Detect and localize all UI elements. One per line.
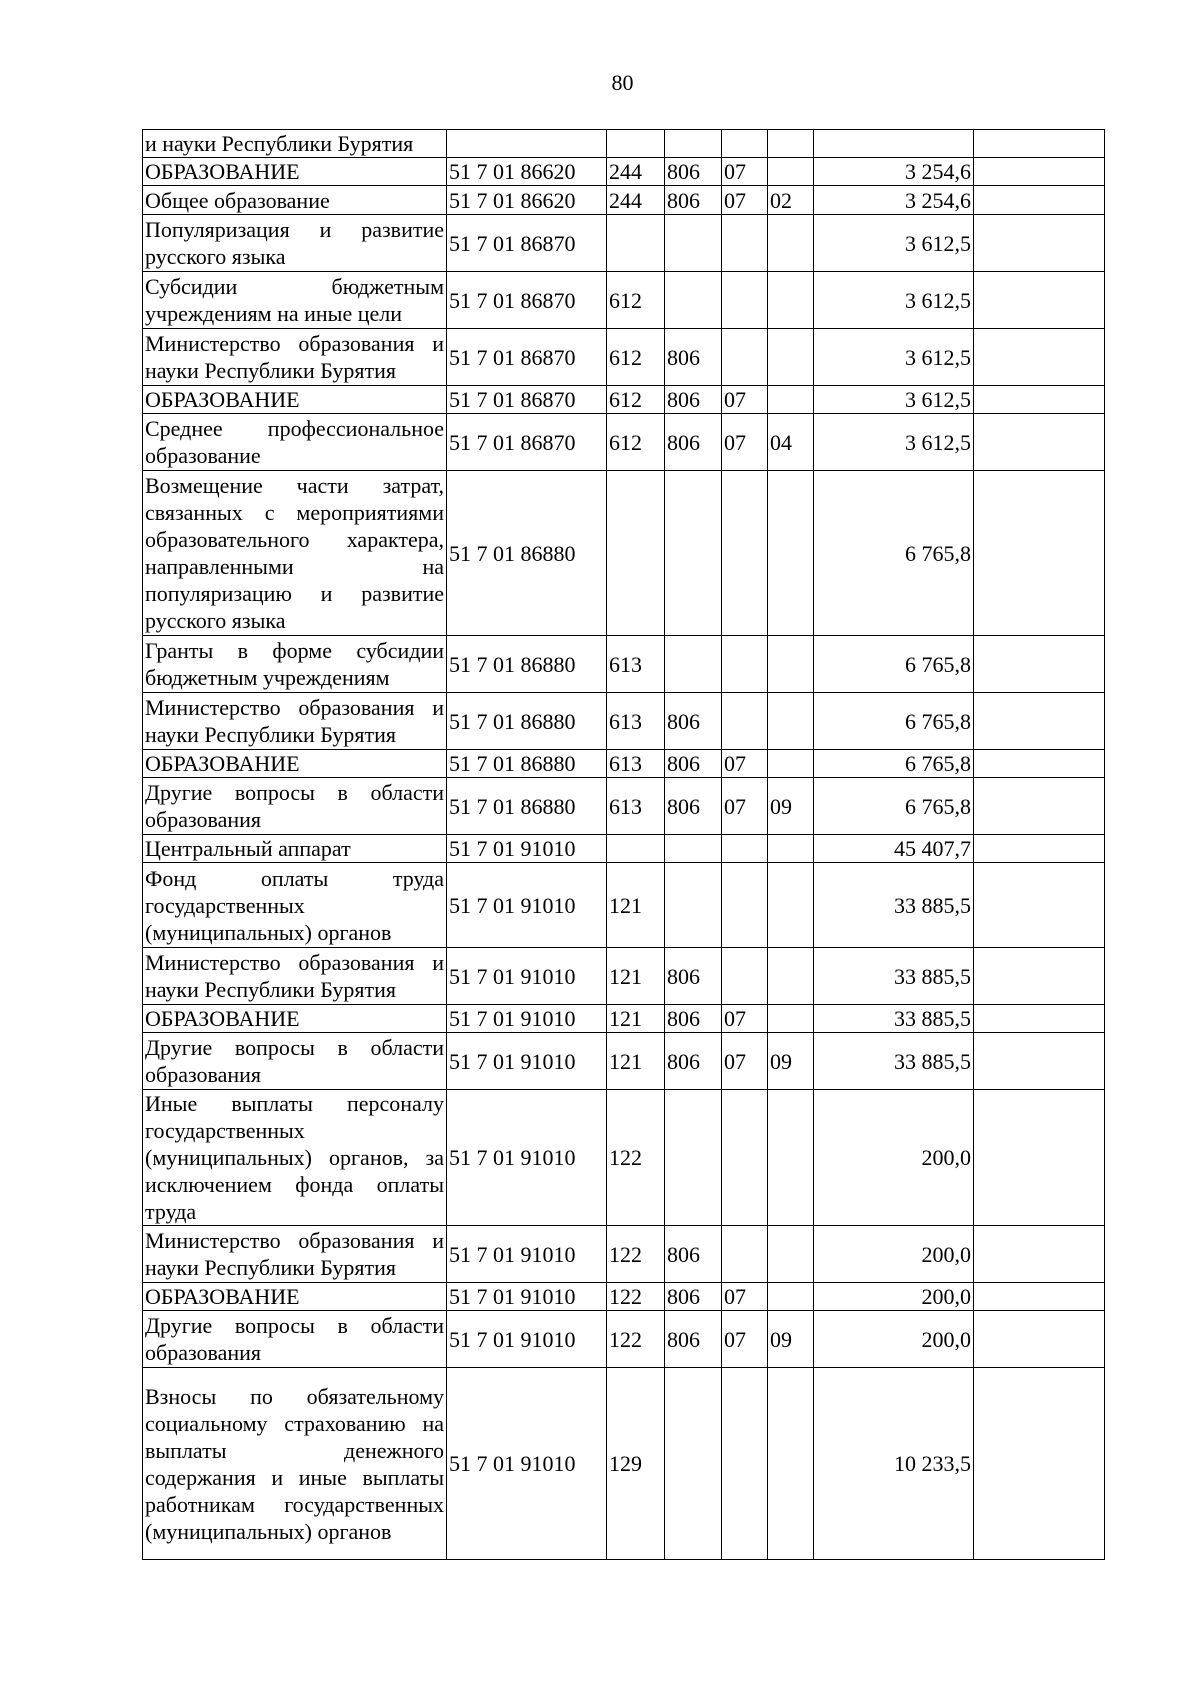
subsection-cell: 02	[768, 186, 814, 215]
target-article-cell: 51 7 01 86880	[447, 636, 607, 693]
ministry-code-cell	[665, 835, 722, 863]
amount-cell: 33 885,5	[814, 1033, 974, 1090]
expense-type-cell	[607, 835, 665, 863]
section-cell	[722, 1368, 768, 1560]
row-name-cell: Иные выплаты персоналу государственных (муниципальных) органов, за исключением фонда оплаты труда	[143, 1090, 447, 1226]
section-cell: 07	[722, 386, 768, 414]
empty-cell	[974, 1368, 1105, 1560]
subsection-cell: 09	[768, 778, 814, 835]
section-cell	[722, 130, 768, 158]
section-cell: 07	[722, 1005, 768, 1033]
section-cell	[722, 835, 768, 863]
row-name-cell: и науки Республики Бурятия	[143, 130, 447, 158]
row-name-cell: Другие вопросы в области образования	[143, 1033, 447, 1090]
row-name-cell: Гранты в форме субсидии бюджетным учреждениям	[143, 636, 447, 693]
table-row	[143, 386, 1105, 414]
table-row	[143, 130, 1105, 158]
ministry-code-cell: 806	[665, 1005, 722, 1033]
expense-type-cell	[607, 215, 665, 272]
empty-cell	[974, 863, 1105, 948]
expense-type-cell: 613	[607, 778, 665, 835]
row-name-cell: Взносы по обязательному социальному страхованию на выплаты денежного содержания и иные выплаты работникам государственных (муниципальных) органов	[143, 1368, 447, 1560]
row-name-cell: ОБРАЗОВАНИЕ	[143, 386, 447, 414]
empty-cell	[974, 272, 1105, 329]
subsection-cell	[768, 471, 814, 636]
row-name-cell: Среднее профессиональное образование	[143, 414, 447, 471]
subsection-cell	[768, 1283, 814, 1311]
subsection-cell	[768, 158, 814, 186]
target-article-cell	[447, 130, 607, 158]
empty-cell	[974, 1090, 1105, 1226]
empty-cell	[974, 414, 1105, 471]
amount-cell: 3 254,6	[814, 186, 974, 215]
empty-cell	[974, 158, 1105, 186]
table-row	[143, 863, 1105, 948]
expense-type-cell: 613	[607, 636, 665, 693]
ministry-code-cell: 806	[665, 1033, 722, 1090]
empty-cell	[974, 215, 1105, 272]
empty-cell	[974, 130, 1105, 158]
table-row	[143, 329, 1105, 386]
subsection-cell	[768, 1226, 814, 1283]
row-name-cell: Центральный аппарат	[143, 835, 447, 863]
table-row	[143, 272, 1105, 329]
target-article-cell: 51 7 01 91010	[447, 1090, 607, 1226]
empty-cell	[974, 750, 1105, 778]
table-row	[143, 471, 1105, 636]
ministry-code-cell	[665, 272, 722, 329]
row-name-cell: ОБРАЗОВАНИЕ	[143, 1005, 447, 1033]
subsection-cell	[768, 386, 814, 414]
expense-type-cell: 244	[607, 158, 665, 186]
expense-type-cell: 129	[607, 1368, 665, 1560]
subsection-cell	[768, 1005, 814, 1033]
section-cell	[722, 471, 768, 636]
ministry-code-cell: 806	[665, 948, 722, 1005]
amount-cell: 3 612,5	[814, 414, 974, 471]
expense-type-cell: 121	[607, 948, 665, 1005]
amount-cell: 200,0	[814, 1226, 974, 1283]
section-cell: 07	[722, 186, 768, 215]
subsection-cell: 09	[768, 1311, 814, 1368]
table-row	[143, 693, 1105, 750]
expense-type-cell: 244	[607, 186, 665, 215]
row-name-cell: Фонд оплаты труда государственных (муниципальных) органов	[143, 863, 447, 948]
ministry-code-cell	[665, 130, 722, 158]
section-cell: 07	[722, 1311, 768, 1368]
subsection-cell	[768, 1090, 814, 1226]
target-article-cell: 51 7 01 91010	[447, 1368, 607, 1560]
subsection-cell	[768, 215, 814, 272]
empty-cell	[974, 329, 1105, 386]
amount-cell: 10 233,5	[814, 1368, 974, 1560]
row-name-cell: Министерство образования и науки Республики Бурятия	[143, 1226, 447, 1283]
row-name-cell: Возмещение части затрат, связанных с мероприятиями образовательного характера, направленными на популяризацию и развитие русского языка	[143, 471, 447, 636]
expense-type-cell: 122	[607, 1090, 665, 1226]
ministry-code-cell: 806	[665, 414, 722, 471]
section-cell: 07	[722, 1033, 768, 1090]
empty-cell	[974, 1283, 1105, 1311]
target-article-cell: 51 7 01 91010	[447, 863, 607, 948]
section-cell	[722, 215, 768, 272]
budget-table	[142, 129, 1105, 1560]
table-row	[143, 414, 1105, 471]
target-article-cell: 51 7 01 86870	[447, 272, 607, 329]
expense-type-cell: 613	[607, 693, 665, 750]
table-row	[143, 835, 1105, 863]
ministry-code-cell: 806	[665, 1226, 722, 1283]
amount-cell: 6 765,8	[814, 693, 974, 750]
section-cell: 07	[722, 750, 768, 778]
section-cell	[722, 693, 768, 750]
expense-type-cell	[607, 130, 665, 158]
empty-cell	[974, 835, 1105, 863]
subsection-cell	[768, 835, 814, 863]
expense-type-cell: 122	[607, 1226, 665, 1283]
amount-cell: 33 885,5	[814, 1005, 974, 1033]
amount-cell: 3 612,5	[814, 386, 974, 414]
empty-cell	[974, 386, 1105, 414]
ministry-code-cell: 806	[665, 693, 722, 750]
row-name-cell: ОБРАЗОВАНИЕ	[143, 1283, 447, 1311]
expense-type-cell	[607, 471, 665, 636]
ministry-code-cell: 806	[665, 778, 722, 835]
amount-cell: 200,0	[814, 1311, 974, 1368]
amount-cell: 3 612,5	[814, 272, 974, 329]
target-article-cell: 51 7 01 86870	[447, 386, 607, 414]
ministry-code-cell: 806	[665, 329, 722, 386]
ministry-code-cell	[665, 215, 722, 272]
target-article-cell: 51 7 01 91010	[447, 835, 607, 863]
subsection-cell	[768, 750, 814, 778]
empty-cell	[974, 1005, 1105, 1033]
expense-type-cell: 122	[607, 1311, 665, 1368]
empty-cell	[974, 1226, 1105, 1283]
empty-cell	[974, 778, 1105, 835]
section-cell	[722, 636, 768, 693]
section-cell	[722, 272, 768, 329]
target-article-cell: 51 7 01 91010	[447, 1005, 607, 1033]
subsection-cell	[768, 948, 814, 1005]
table-row	[143, 1368, 1105, 1560]
empty-cell	[974, 693, 1105, 750]
subsection-cell: 09	[768, 1033, 814, 1090]
section-cell	[722, 1090, 768, 1226]
row-name-cell: Популяризация и развитие русского языка	[143, 215, 447, 272]
section-cell	[722, 948, 768, 1005]
empty-cell	[974, 1033, 1105, 1090]
subsection-cell	[768, 863, 814, 948]
row-name-cell: Министерство образования и науки Республики Бурятия	[143, 329, 447, 386]
empty-cell	[974, 1311, 1105, 1368]
section-cell	[722, 1226, 768, 1283]
ministry-code-cell	[665, 636, 722, 693]
expense-type-cell: 122	[607, 1283, 665, 1311]
section-cell: 07	[722, 158, 768, 186]
ministry-code-cell: 806	[665, 158, 722, 186]
amount-cell: 33 885,5	[814, 948, 974, 1005]
table-row	[143, 1226, 1105, 1283]
empty-cell	[974, 186, 1105, 215]
expense-type-cell: 613	[607, 750, 665, 778]
table-row	[143, 1283, 1105, 1311]
target-article-cell: 51 7 01 91010	[447, 1226, 607, 1283]
target-article-cell: 51 7 01 86880	[447, 471, 607, 636]
amount-cell: 6 765,8	[814, 778, 974, 835]
expense-type-cell: 121	[607, 1005, 665, 1033]
expense-type-cell: 612	[607, 386, 665, 414]
table-row	[143, 1311, 1105, 1368]
target-article-cell: 51 7 01 91010	[447, 1033, 607, 1090]
target-article-cell: 51 7 01 91010	[447, 1311, 607, 1368]
row-name-cell: Субсидии бюджетным учреждениям на иные цели	[143, 272, 447, 329]
row-name-cell: Другие вопросы в области образования	[143, 1311, 447, 1368]
table-row	[143, 636, 1105, 693]
row-name-cell: ОБРАЗОВАНИЕ	[143, 158, 447, 186]
amount-cell: 6 765,8	[814, 750, 974, 778]
row-name-cell: Другие вопросы в области образования	[143, 778, 447, 835]
amount-cell: 3 612,5	[814, 329, 974, 386]
subsection-cell	[768, 329, 814, 386]
target-article-cell: 51 7 01 86870	[447, 414, 607, 471]
target-article-cell: 51 7 01 86870	[447, 329, 607, 386]
table-row	[143, 1033, 1105, 1090]
ministry-code-cell	[665, 471, 722, 636]
table-row	[143, 948, 1105, 1005]
empty-cell	[974, 471, 1105, 636]
row-name-cell: Министерство образования и науки Республики Бурятия	[143, 948, 447, 1005]
target-article-cell: 51 7 01 86880	[447, 778, 607, 835]
table-row	[143, 1005, 1105, 1033]
ministry-code-cell: 806	[665, 750, 722, 778]
ministry-code-cell: 806	[665, 1311, 722, 1368]
ministry-code-cell: 806	[665, 186, 722, 215]
expense-type-cell: 121	[607, 1033, 665, 1090]
subsection-cell	[768, 636, 814, 693]
target-article-cell: 51 7 01 86880	[447, 693, 607, 750]
empty-cell	[974, 948, 1105, 1005]
amount-cell: 6 765,8	[814, 636, 974, 693]
row-name-cell: Министерство образования и науки Республики Бурятия	[143, 693, 447, 750]
subsection-cell	[768, 693, 814, 750]
page-number: 80	[611, 70, 634, 95]
table-row	[143, 778, 1105, 835]
target-article-cell: 51 7 01 91010	[447, 948, 607, 1005]
row-name-cell: Общее образование	[143, 186, 447, 215]
target-article-cell: 51 7 01 86620	[447, 186, 607, 215]
section-cell	[722, 863, 768, 948]
amount-cell: 200,0	[814, 1090, 974, 1226]
target-article-cell: 51 7 01 86620	[447, 158, 607, 186]
amount-cell: 45 407,7	[814, 835, 974, 863]
table-row	[143, 750, 1105, 778]
section-cell: 07	[722, 778, 768, 835]
subsection-cell	[768, 130, 814, 158]
amount-cell: 6 765,8	[814, 471, 974, 636]
section-cell: 07	[722, 414, 768, 471]
ministry-code-cell: 806	[665, 386, 722, 414]
target-article-cell: 51 7 01 91010	[447, 1283, 607, 1311]
amount-cell: 200,0	[814, 1283, 974, 1311]
expense-type-cell: 612	[607, 329, 665, 386]
empty-cell	[974, 636, 1105, 693]
amount-cell: 33 885,5	[814, 863, 974, 948]
ministry-code-cell	[665, 863, 722, 948]
table-row	[143, 186, 1105, 215]
subsection-cell	[768, 1368, 814, 1560]
table-row	[143, 1090, 1105, 1226]
section-cell: 07	[722, 1283, 768, 1311]
ministry-code-cell: 806	[665, 1283, 722, 1311]
ministry-code-cell	[665, 1368, 722, 1560]
amount-cell: 3 612,5	[814, 215, 974, 272]
expense-type-cell: 612	[607, 272, 665, 329]
subsection-cell: 04	[768, 414, 814, 471]
expense-type-cell: 121	[607, 863, 665, 948]
amount-cell	[814, 130, 974, 158]
section-cell	[722, 329, 768, 386]
ministry-code-cell	[665, 1090, 722, 1226]
expense-type-cell: 612	[607, 414, 665, 471]
table-row	[143, 158, 1105, 186]
table-row	[143, 215, 1105, 272]
target-article-cell: 51 7 01 86870	[447, 215, 607, 272]
subsection-cell	[768, 272, 814, 329]
target-article-cell: 51 7 01 86880	[447, 750, 607, 778]
amount-cell: 3 254,6	[814, 158, 974, 186]
row-name-cell: ОБРАЗОВАНИЕ	[143, 750, 447, 778]
